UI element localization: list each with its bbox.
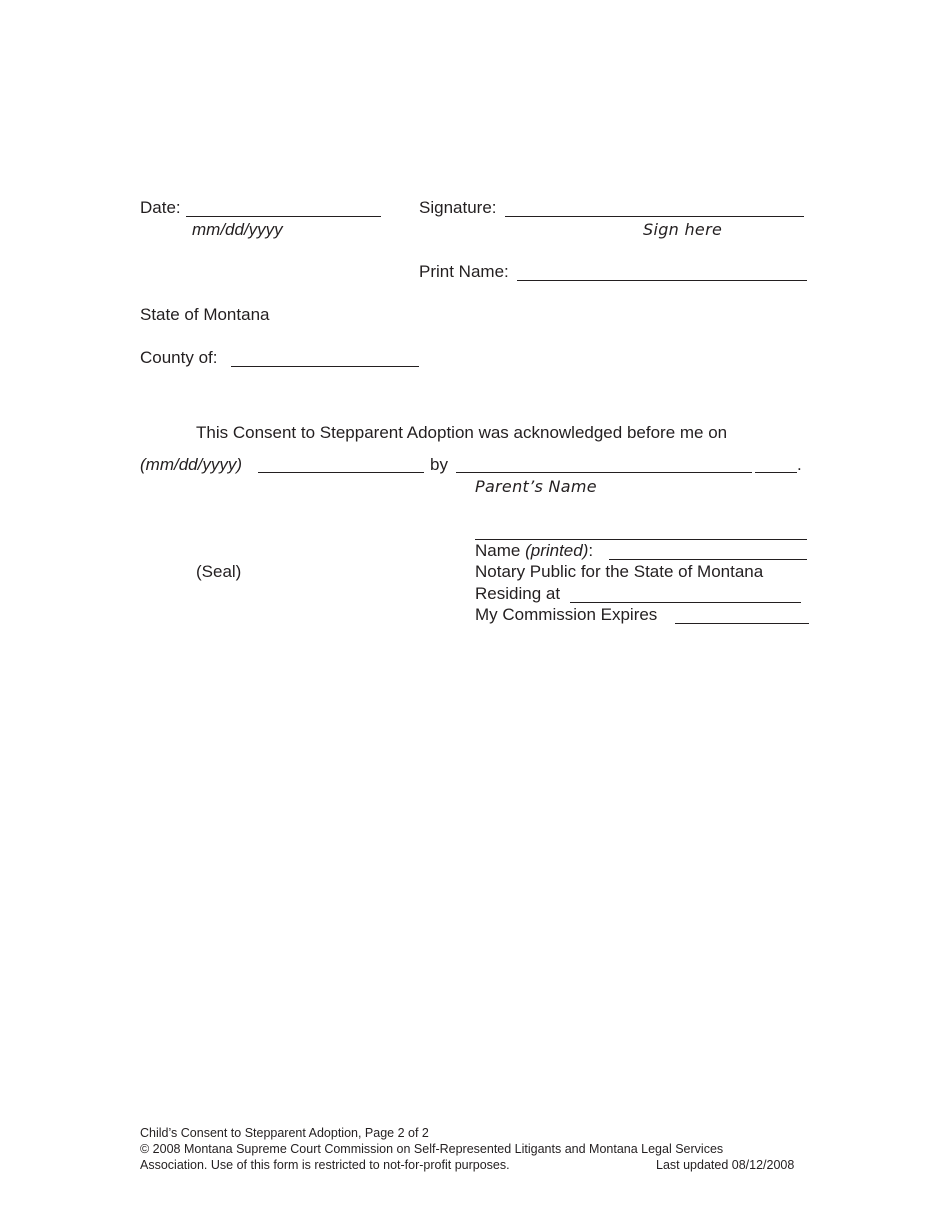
county-field[interactable]: [231, 366, 419, 367]
signature-hint: Sign here: [643, 220, 723, 239]
footer-updated: Last updated 08/12/2008: [656, 1158, 795, 1172]
footer-usage: Association. Use of this form is restricted to not-for-profit purposes.: [140, 1158, 510, 1172]
print-name-field[interactable]: [517, 280, 807, 281]
residing-field[interactable]: [570, 602, 801, 603]
by-label: by: [430, 455, 448, 474]
commission-label: My Commission Expires: [475, 605, 658, 624]
date-label: Date:: [140, 198, 181, 217]
ack-date-hint: (mm/dd/yyyy): [140, 455, 242, 474]
notary-name-label: Name (printed):: [475, 541, 594, 560]
residing-label: Residing at: [475, 584, 561, 603]
footer-title: Child’s Consent to Stepparent Adoption, Page 2 of 2: [140, 1126, 429, 1140]
ack-date-field[interactable]: [258, 472, 424, 473]
date-field[interactable]: [186, 216, 381, 217]
parent-name-field-extension: [755, 472, 797, 473]
notary-name-field[interactable]: [609, 559, 807, 560]
notary-signature-field[interactable]: [475, 539, 807, 540]
county-label: County of:: [140, 348, 218, 367]
notary-title: Notary Public for the State of Montana: [475, 562, 764, 581]
parent-name-field[interactable]: [456, 472, 752, 473]
signature-field[interactable]: [505, 216, 804, 217]
period: .: [797, 455, 802, 474]
print-name-label: Print Name:: [419, 262, 509, 281]
commission-field[interactable]: [675, 623, 809, 624]
parent-name-hint: Parent’s Name: [475, 477, 597, 496]
acknowledgment-text: This Consent to Stepparent Adoption was acknowledged before me on: [196, 423, 728, 442]
footer-copyright: © 2008 Montana Supreme Court Commission on Self-Represented Litigants and Montana Legal Services: [140, 1142, 724, 1156]
state-label: State of Montana: [140, 305, 270, 324]
date-hint: mm/dd/yyyy: [192, 220, 283, 239]
seal-label: (Seal): [196, 562, 242, 581]
signature-label: Signature:: [419, 198, 497, 217]
